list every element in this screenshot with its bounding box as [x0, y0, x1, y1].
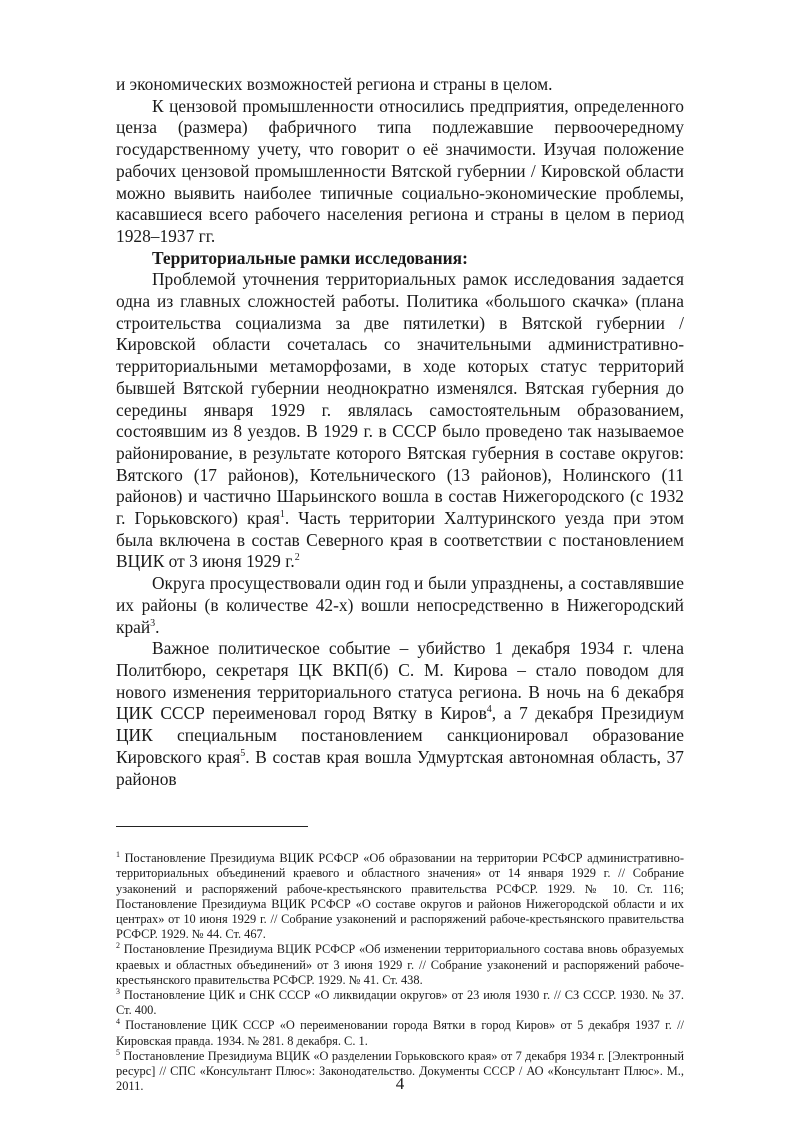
page-number: 4 [395, 1074, 405, 1093]
paragraph-text: Округа просуществовали один год и были упразднены, а составлявшие их районы (в количестве 42-х) вошли непосредственно в Нижегородский край [116, 573, 684, 637]
footnote-ref-3[interactable]: 3 [150, 617, 156, 629]
footnote-text: Постановление ЦИК и СНК СССР «О ликвидации округов» от 23 июля 1930 г. // СЗ СССР. 1930. № 37. Ст. 400. [116, 988, 684, 1018]
paragraph-text: . В состав края вошла Удмуртская автономная область, 37 районов [116, 746, 684, 789]
footnote-number: 4 [116, 1017, 120, 1027]
footnote-text: Постановление Президиума ВЦИК РСФСР «Об изменении территориального состава вновь образуемых краевых и областных объединений» от 3 июня 1929 г. // Собрание узаконений и распоряжений рабоче-крестьянского правительства РСФСР. 1929. № 41. Ст. 438. [116, 942, 684, 987]
document-page [116, 74, 684, 1094]
footnote-4 [116, 1018, 684, 1048]
paragraph-text: Проблемой уточнения территориальных рамок исследования задается одна из главных сложностей работы. Политика «большого скачка» (плана строительства социализма за две пятилетки) в Вятской губернии / Кировской области сочеталась со значительными административно-территориальными метаморфозами, в ходе которых статус территорий бывшей Вятской губернии неоднократно изменялся. Вятская губерния до середины января 1929 г. являлась самостоятельным образованием, состоявшим из 8 уездов. В 1929 г. в СССР было проведено так называемое районирование, в результате которого Вятская губерния в составе округов: Вятского (17 районов), Котельнического (13 районов), Нолинского (11 районов) и частично Шарьинского вошла в состав Нижегородского (с 1932 г. Горьковского) края [116, 269, 684, 529]
section-heading: Территориальные рамки исследования: [152, 247, 468, 268]
paragraph-kirov [116, 638, 684, 790]
footnote-2 [116, 942, 684, 988]
paragraph-text: . Часть территории Халтуринского уезда при этом была включена в состав Северного края в соответствии с постановлением ВЦИК от 3 июня 1929 г. [116, 508, 684, 572]
footnote-3 [116, 988, 684, 1018]
footnote-number: 3 [116, 986, 120, 996]
footnote-ref-2[interactable]: 2 [294, 552, 300, 564]
paragraph-census-industry: К цензовой промышленности относились предприятия, определенного ценза (размера) фабричного типа подлежавшие первоочередному государственному учету, что говорит о её значимости. Изучая положение рабочих цензовой промышленности Вятской губернии / Кировской области можно выявить наиболее типичные социально-экономические проблемы, касавшиеся всего рабочего населения региона и страны в целом в период 1928–1937 гг. [116, 95, 684, 246]
paragraph-text: Важное политическое событие – убийство 1 декабря 1934 г. члена Политбюро, секретаря ЦК ВКП(б) С. М. Кирова – стало поводом для нового изменения территориального статуса региона. В ночь на 6 декабря ЦИК СССР переименовал город Вятку в Киров [116, 638, 684, 724]
paragraph-text: . [155, 616, 160, 637]
main-text [116, 74, 684, 790]
footnote-ref-5[interactable]: 5 [240, 748, 246, 759]
footnote-number: 5 [116, 1047, 120, 1057]
paragraph-territory [116, 269, 684, 573]
footnote-ref-1[interactable]: 1 [279, 509, 285, 521]
paragraph-continuation: и экономических возможностей региона и страны в целом. [116, 74, 553, 94]
paragraph-districts [116, 573, 684, 638]
footnote-number: 1 [116, 850, 120, 860]
footnote-text: Постановление ЦИК СССР «О переименовании города Вятки в город Киров» от 5 декабря 1937 г. // Кировская правда. 1934. № 281. 8 декабря. С. 1. [116, 1018, 684, 1048]
footnotes [116, 851, 684, 1094]
footnote-text: Постановление Президиума ВЦИК РСФСР «Об образовании на территории РСФСР административно-территориальных объединений краевого и областного значения» от 14 января 1929 г. // Собрание узаконений и распоряжений рабоче-крестьянского правительства РСФСР. 1929. № 10. Ст. 116; Постановление Президиума ВЦИК РСФСР «О составе округов и районов Нижегородской области и их центрах» от 10 июня 1929 г. // Собрание узаконений и распоряжений рабоче-крестьянского правительства РСФСР. 1929. № 44. Ст. 467. [116, 851, 684, 942]
paragraph-text: , а 7 декабря Президиум ЦИК специальным постановлением санкционировал образование Кировского края [116, 703, 684, 767]
footnote-ref-4[interactable]: 4 [486, 704, 492, 716]
footnote-1 [116, 851, 684, 942]
footnote-text: Постановление Президиума ВЦИК «О разделении Горьковского края» от 7 декабря 1934 г. [Электронный ресурс] // СПС «Консультант Плюс»: Законодательство. Документы СССР / АО «Консультант Плюс». М., 2011. [116, 1048, 684, 1094]
footnote-number: 2 [116, 941, 120, 951]
footnote-separator [116, 826, 308, 827]
